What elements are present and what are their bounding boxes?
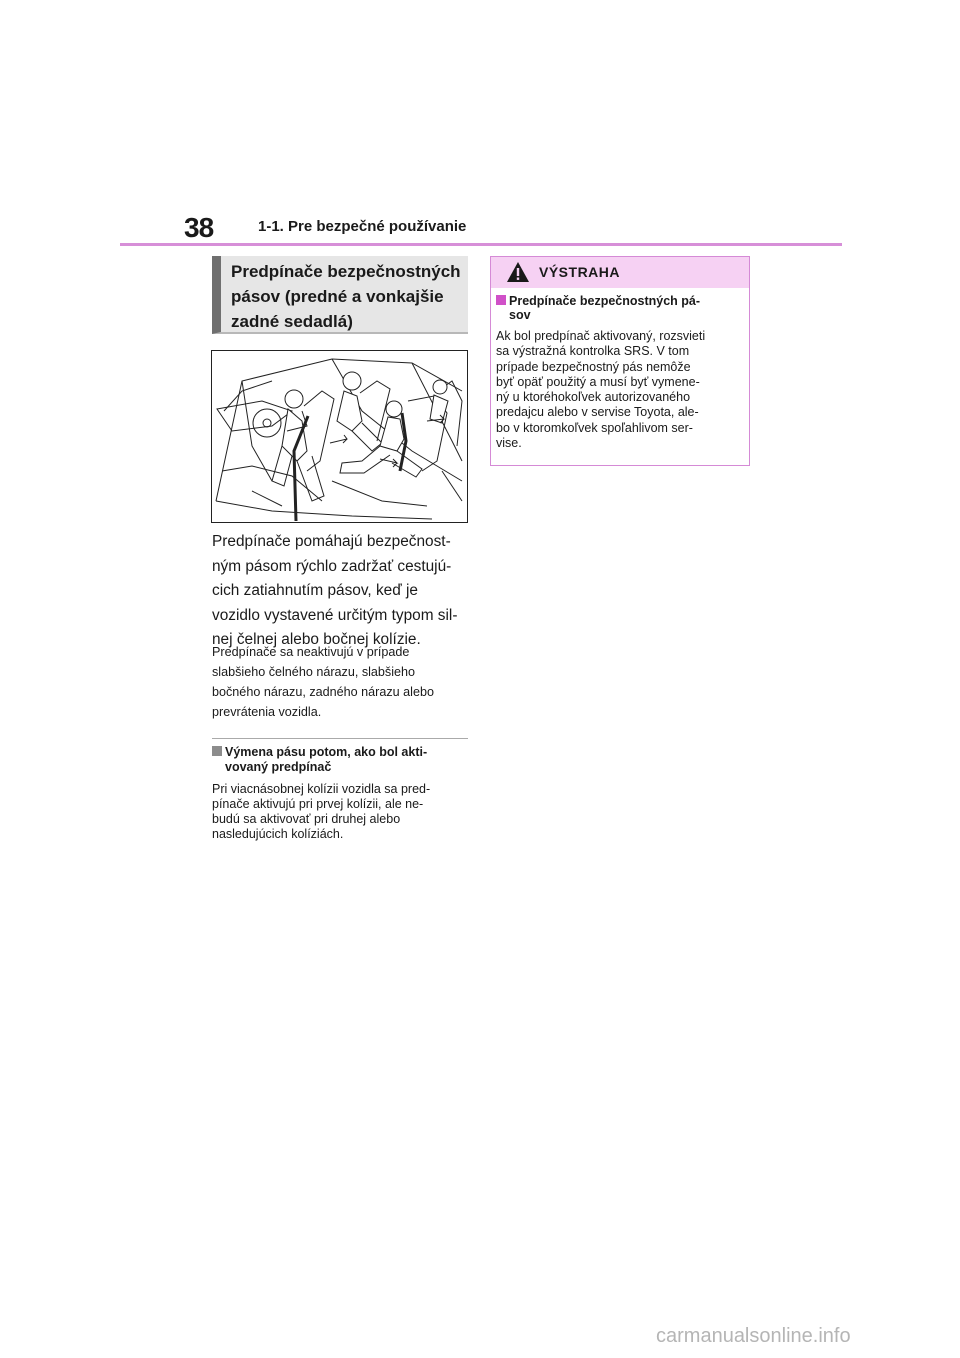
- warning-body-line: byť opäť použitý a musí byť vymene-: [496, 374, 700, 389]
- warning-header: [491, 257, 749, 288]
- section-divider: [212, 738, 468, 739]
- subsection-heading-line: vovaný predpínač: [225, 760, 332, 774]
- warning-triangle-icon: [506, 261, 530, 283]
- car-interior-illustration: [211, 350, 468, 523]
- body-line: ným pásom rýchlo zadržať cestujú-: [212, 557, 452, 575]
- warning-body-line: prípade bezpečnostný pás nemôže: [496, 359, 691, 374]
- subsection-body: [212, 782, 474, 842]
- watermark: carmanualsonline.info: [656, 1325, 851, 1347]
- warning-body-line: vise.: [496, 436, 522, 451]
- section-title-line: pásov (predné a vonkajšie: [231, 287, 444, 306]
- section-header: 1-1. Pre bezpečné používanie: [258, 218, 467, 235]
- subsection-body-line: Pri viacnásobnej kolízii vozidla sa pred-: [212, 782, 431, 796]
- warning-body-line: ný u ktoréhokoľvek autorizovaného: [496, 390, 691, 405]
- warning-heading-line: sov: [509, 308, 531, 322]
- subsection-heading-line: Výmena pásu potom, ako bol akti-: [225, 745, 428, 759]
- warning-title: VÝSTRAHA: [539, 264, 621, 280]
- warning-body-line: Ak bol predpínač aktivovaný, rozsvieti: [496, 329, 706, 343]
- square-bullet-icon: [496, 295, 506, 305]
- warning-body-line: sa výstražná kontrolka SRS. V tom: [496, 344, 690, 359]
- warning-body: [496, 329, 746, 451]
- note-line: Predpínače sa neaktivujú v prípade: [212, 645, 410, 659]
- note-line: prevrátenia vozidla.: [212, 705, 322, 719]
- body-paragraph: [212, 530, 474, 653]
- note-line: bočného nárazu, zadného nárazu alebo: [212, 685, 434, 699]
- header-divider: [120, 243, 842, 246]
- section-title-line: Predpínače bezpečnostných: [231, 262, 461, 281]
- subsection-heading: [212, 745, 474, 775]
- body-line: Predpínače pomáhajú bezpečnost-: [212, 533, 451, 550]
- body-line: vozidlo vystavené určitým typom sil-: [212, 606, 458, 624]
- section-title-line: zadné sedadlá): [231, 312, 353, 331]
- warning-body-line: bo v ktoromkoľvek spoľahlivom ser-: [496, 420, 693, 435]
- subsection-body-line: budú sa aktivovať pri druhej alebo: [212, 812, 401, 826]
- note-line: slabšieho čelného nárazu, slabšieho: [212, 665, 416, 679]
- seatbelt-pretensioner-diagram: [212, 351, 467, 522]
- body-line: cich zatiahnutím pásov, keď je: [212, 582, 418, 599]
- section-title-box: [212, 256, 468, 334]
- warning-box: [490, 256, 750, 466]
- warning-heading: [496, 294, 746, 322]
- subsection-body-line: nasledujúcich kolíziách.: [212, 827, 344, 841]
- warning-heading-line: Predpínače bezpečnostných pá-: [509, 294, 701, 308]
- body-line: nej čelnej alebo bočnej kolízie.: [212, 631, 421, 648]
- warning-body-line: predajcu alebo v servise Toyota, ale-: [496, 405, 699, 420]
- note-paragraph: [212, 642, 474, 722]
- subsection-body-line: pínače aktivujú pri prvej kolízii, ale ne-: [212, 797, 424, 811]
- square-bullet-icon: [212, 746, 222, 756]
- page-number: 38: [184, 212, 214, 243]
